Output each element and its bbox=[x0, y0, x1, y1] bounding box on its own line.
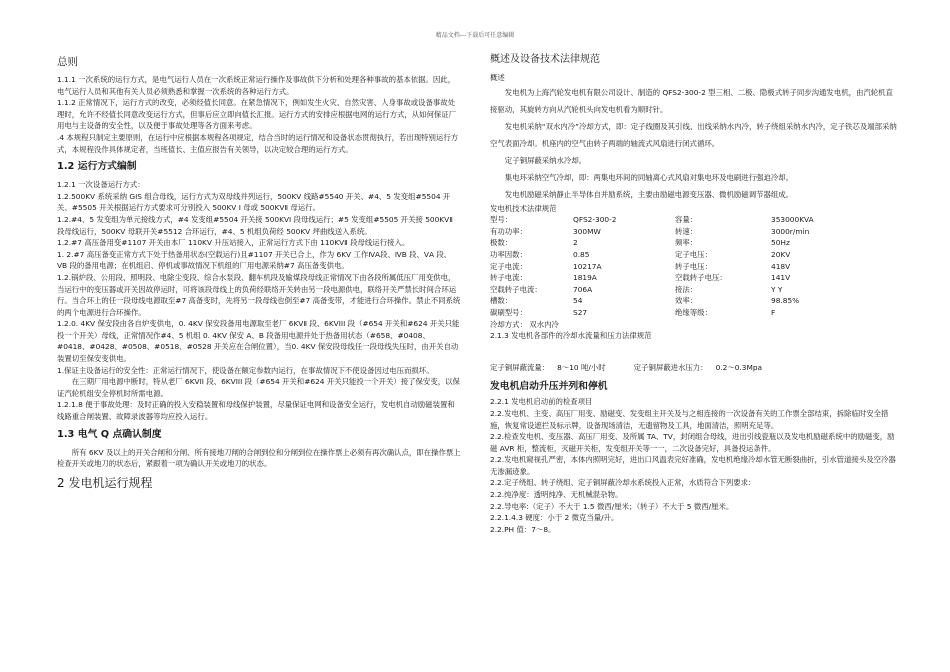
spec-cell: 容量： bbox=[675, 215, 698, 225]
spec-row bbox=[490, 272, 871, 284]
spec-cell: 空载转子电流： bbox=[490, 284, 542, 294]
spec-cell: 功率因数： bbox=[490, 249, 527, 259]
paragraph: .4 本规程只制定主要原则，在运行中应根据本规程各项规定，结合当时的运行情况和设备状态贯彻执行，若出现特别运行方式，本规程没作具体规定者，当班值长、主值应报告有关领导，以决定较合理的运行方式。 bbox=[57, 132, 459, 154]
spec-row bbox=[490, 226, 871, 238]
paragraph: 在三期厂用电源中断时，特从老厂 6KVII 段、6KVIII 段（#654 开关和#624 开关只能投一个开关）接了保安变，以保证汽轮机组安全停机时所需电源。 bbox=[57, 377, 460, 398]
spec-row bbox=[490, 214, 871, 226]
cooling-method: 冷却方式： 双水内冷 bbox=[490, 319, 559, 329]
spec-cell: 0.85 bbox=[573, 249, 590, 259]
paragraph: 2.2.发电机窥视孔严密，本体内照明完好，进出口风温表完好准确，发电机绝缘冷却水管无断裂曲折，引水管道接头及空冷器无渗漏迹象。 bbox=[490, 455, 896, 476]
spec-cell: 定子电流： bbox=[490, 261, 527, 271]
section-heading-1-2: 1.2 运行方式编制 bbox=[57, 161, 137, 173]
paragraph: 1.2.锅炉段、公用段、照明段、电除尘变段、综合水泵段、翻车机段及输煤段母线正常情况下由各段所属低压厂用变供电，当运行中的变压器或开关因故停运时，可将该段母线上的负荷经联络开关转由另一段电源供电，联络开关严禁长时间合环运行。当合环上的任一段母线电源取至#7 高备变时，先将另一段母线也倒至#7 高备变带，才能进行合环操作。禁止不同系统的两个电源进行合环操作。 bbox=[57, 272, 461, 317]
flow-label: 定子铜屏蔽流量： bbox=[490, 362, 550, 372]
paragraph: 定子铜屏蔽采纳水冷却。 bbox=[504, 155, 587, 165]
spec-cell: 槽数： bbox=[490, 296, 513, 306]
paragraph: 1.2.500KV 系统采纳 GIS 组合母线，运行方式为双母线并列运行，500KV 线路#5540 开关、#4、5 发变组#5504 开关、#5505 开关根据运行方式要求可分别投入 500KV Ⅰ 母或 500KVⅡ 母运行。 bbox=[57, 191, 451, 213]
paragraph: 2.2.发电机、主变、高压厂用变、励磁变、发变组主开关及与之相连接的一次设备有关的工作票全部结束，拆除临时安全措施，恢复常设遮拦及标示牌，设备现场清洁，无遗留物及工具，地面清洁，照明充足等。 bbox=[490, 408, 889, 430]
flow-value: 8～10 吨/小时 bbox=[557, 362, 606, 372]
spec-cell: 转速： bbox=[675, 226, 698, 236]
spec-cell: 1819A bbox=[573, 273, 597, 283]
left-column bbox=[57, 52, 461, 492]
paragraph: 1.保证主设备运行的安全性：正常运行情况下，使设备在额定参数内运行，在事故情况下不使设备因过电压而损坏。 bbox=[57, 365, 434, 375]
spec-cell: 418V bbox=[771, 261, 791, 271]
spec-cell: 型号： bbox=[490, 215, 513, 225]
spec-cell: 706A bbox=[573, 284, 593, 294]
pressure-value: 0.2～0.3Mpa bbox=[715, 362, 763, 372]
paragraph: 1.1.2 正常情况下，运行方式的改变，必须经值长同意。在紧急情况下，例如发生火灾、自然灾害、人身事故或设备事故处理时，允许不经值长同意改变运行方式，但事后应立即向值长汇报。运行方式的安排应根据电网的运行方式，从如何保证厂用电与主设备的安全性，以及便于事故处理等各方面来考虑。 bbox=[57, 98, 457, 131]
chapter-heading-2: 2 发电机运行规程 bbox=[57, 475, 153, 490]
subheading-overview: 概述 bbox=[490, 73, 505, 82]
paragraph: 发电机励磁采纳静止半导体自并励系统，主要由励磁电源变压器、微机励磁调节器组成。 bbox=[504, 189, 794, 199]
paragraph: 1.1.1 一次系统的运行方式，是电气运行人员在一次系统正常运行操作及事故供下分析和处理各种事故的基本依据。因此，电气运行人员和其他有关人员必须熟悉和掌握一次系统的各种运行方式。 bbox=[57, 75, 456, 96]
spec-row bbox=[490, 295, 871, 307]
spec-cell: 定子电压： bbox=[675, 249, 712, 259]
spec-cell: 接法： bbox=[675, 284, 698, 294]
spec-cell: 转子电流： bbox=[490, 273, 527, 283]
paragraph: 1. 2.#7 高压备变正常方式下处于热备用状态(空载运行)且#1107 开关已合上，作为 6KV 工作ⅣA段、ⅣB 段、ⅤA 段、ⅤB 段的备用电源；在机组启、停机或事故情况下机组的厂用电源采纳#7 高压备变供电。 bbox=[57, 249, 452, 271]
spec-cell: 54 bbox=[573, 296, 583, 306]
spec-cell: 2 bbox=[573, 238, 578, 248]
section-heading-startup: 发电机启动升压并列和停机 bbox=[490, 381, 608, 393]
spec-cell: 10217A bbox=[573, 261, 602, 271]
paragraph: 集电环采纳空气冷却，即：两集电环间的同轴离心式风扇对集电环及电刷进行强迫冷却。 bbox=[504, 172, 794, 182]
spec-row bbox=[490, 261, 871, 273]
spec-row bbox=[490, 249, 871, 261]
spec-table bbox=[490, 214, 871, 318]
spec-row bbox=[490, 237, 871, 249]
spec-cell: 效率： bbox=[675, 296, 698, 306]
paragraph: 2.2.导电率:（定子）不大于 1.5 微西/厘米；（转子）不大于 5 微西/厘米。 bbox=[490, 501, 734, 511]
paragraph: 1.2.#4、5 发变组为单元接线方式，#4 发变组#5504 开关接 500KVⅠ 段母线运行；#5 发变组#5505 开关接 500KVⅡ 段母线运行，500KV 母联开关#5512 合环运行，#4、5 机组负荷经 500KV 坪曲线送入系统。 bbox=[57, 214, 453, 236]
spec-cell: 20KV bbox=[771, 249, 791, 259]
spec-row bbox=[490, 307, 871, 319]
paragraph: 2.2.定子绕组、转子绕组、定子铜屏蔽冷却水系统投入正常，水质符合下列要求： bbox=[490, 478, 756, 488]
spec-cell: 碳刷型号： bbox=[490, 307, 527, 317]
section-heading-overview: 概述及设备技术法律规范 bbox=[490, 54, 600, 65]
flow-pressure-line bbox=[490, 362, 900, 374]
paragraph: 2.2.检查发电机、变压器、高压厂用变、及所属 TA、TV，封闭组合母线，进出引线瓷瓶以及发电机励磁系统中的励磁变，励磁 AVR 柜，整流柜，灭磁开关柜，发变组开关等一一，二次设备完好，具备投运条件。 bbox=[490, 432, 895, 453]
section-heading-general: 总则 bbox=[57, 56, 78, 68]
paragraph: 发电机为上海汽轮发电机有限公司设计、制造的 QFS2-300-2 型三相、二极、隐极式转子同步沟通发电机，由汽轮机直接驱动，其旋转方向从汽轮机头向发电机看为顺时针。 bbox=[490, 87, 893, 114]
page-header: 精品文档---下载后可任意编辑 bbox=[435, 32, 515, 39]
paragraph: 1.2.1.8 便于事故处理：及时正确的投入安稳装置和母线保护装置，尽量保证电网和设备安全运行，发电机自动励磁装置和线路重合闸装置、故障录波器等均应投入运行。 bbox=[57, 400, 455, 422]
spec-cell: 50Hz bbox=[771, 238, 790, 248]
spec-cell: S27 bbox=[573, 307, 588, 317]
spec-cell: F bbox=[771, 307, 776, 317]
spec-cell: 绝缘等级： bbox=[675, 307, 712, 317]
paragraph: 1.2.1 一次设备运行方式： bbox=[57, 180, 145, 190]
spec-cell: 98.85% bbox=[771, 296, 800, 306]
paragraph: 2.2.纯净度：透明纯净、无机械混杂物。 bbox=[490, 490, 623, 500]
paragraph: 1.2.#7 高压备用变#1107 开关由本厂 110KV 升压站接入，正常运行方式下由 110KVⅡ 段母线运行接入。 bbox=[57, 238, 410, 248]
right-column bbox=[490, 52, 900, 535]
spec-cell: 有功功率： bbox=[490, 226, 527, 236]
spec-cell: Y Y bbox=[771, 284, 783, 294]
paragraph: 1.2.0. 4KV 保安段由各自炉变供电，0. 4KV 保安段备用电源取至老厂 6KVⅡ 段、6KVIII 段（#654 开关和#624 开关只能投一个开关）母线，正常情况作#4、5 机组 0. 4KV 保安 A、B 段备用电源并处于热备用状态（#658、#0408、#0418、#0428、#0508、#0518、#0528 开关应在合闸位置），当0. 4KV 保安段母线任一段母线失压时，由开关自动装置切至保安变供电。 bbox=[57, 319, 460, 364]
section-heading-1-3: 1.3 电气 Q 点确认制度 bbox=[57, 428, 162, 440]
spec-cell: 极数： bbox=[490, 238, 513, 248]
spec-row bbox=[490, 284, 871, 296]
spec-cell: 353000KVA bbox=[771, 215, 814, 225]
paragraph: 2.2.PH 值：7～8。 bbox=[490, 524, 556, 534]
pressure-label: 定子铜屏蔽进水压力： bbox=[633, 362, 708, 372]
paragraph: 2.1.3 发电机各部件的冷却水流量和压力法律规范 bbox=[490, 331, 652, 341]
spec-cell: 转子电压： bbox=[675, 261, 712, 271]
spec-title: 发电机技术法律规范 bbox=[490, 203, 557, 213]
paragraph: 发电机采纳“双水内冷”冷却方式，即：定子线圈及其引线、出线采纳水内冷，转子绕组采纳水内冷，定子铁芯及端部采纳空气表面冷却。机座内的空气由转子两端的轴流式风扇进行闭式循环。 bbox=[490, 121, 897, 148]
paragraph: 2.2.1 发电机启动前的检查项目 bbox=[490, 397, 593, 407]
spec-cell: 300MW bbox=[573, 226, 601, 236]
paragraph: 所有 6KV 及以上的开关合闸和分闸、所有接地刀闸的合闸到位和分闸到位在操作票上必须有再次确认点，即在操作票上检查开关或地刀的状态后，紧跟着一项为确认开关或地刀的状态。 bbox=[57, 447, 461, 469]
paragraph: 2.2.1.4.3 硬度：小于 2 微克当量/升。 bbox=[490, 513, 619, 523]
spec-cell: 3000r/min bbox=[771, 226, 810, 236]
spec-cell: QFS2-300-2 bbox=[573, 215, 617, 225]
spec-cell: 141V bbox=[771, 273, 791, 283]
spec-cell: 频率： bbox=[675, 238, 698, 248]
spec-cell: 空载转子电压： bbox=[675, 273, 727, 283]
